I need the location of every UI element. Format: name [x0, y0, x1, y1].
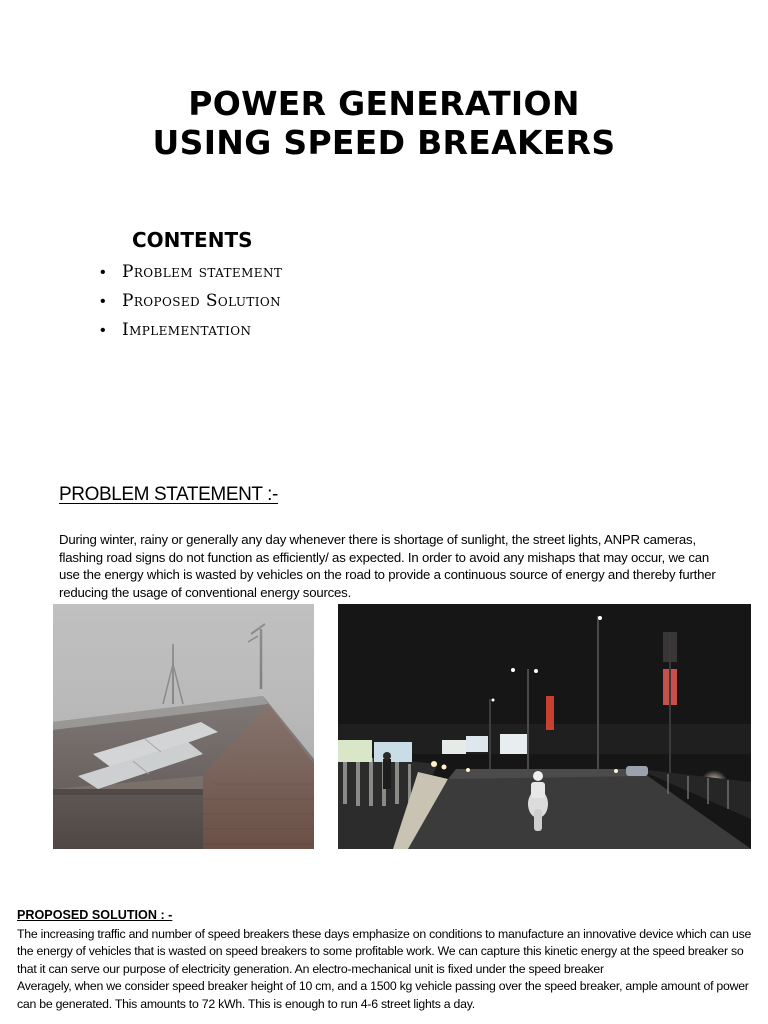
- bullet-icon: •: [100, 322, 107, 339]
- proposed-solution-heading: PROPOSED SOLUTION : -: [17, 908, 173, 922]
- foggy-building-image: [53, 604, 314, 849]
- contents-item-label: Proposed Solution: [122, 291, 282, 311]
- contents-heading: CONTENTS: [132, 228, 253, 252]
- problem-statement-heading: PROBLEM STATEMENT :-: [59, 484, 278, 505]
- proposed-solution-paragraph-1: The increasing traffic and number of speed breakers these days emphasize on conditions to manufacture an innovative device which can use the energy of vehicles that is wasted on speed breakers to some profitable work. We can capture this kinetic energy at the speed breaker so that it can serve our purpose of electricity generation. An electro-mechanical unit is fixed under the speed breaker: [17, 927, 752, 976]
- night-road-photo: [338, 604, 751, 849]
- contents-item: [100, 259, 282, 288]
- contents-item-label: Implementation: [122, 320, 252, 340]
- title-line-1: POWER GENERATION: [188, 84, 580, 123]
- problem-statement-body: During winter, rainy or generally any day whenever there is shortage of sunlight, the street lights, ANPR cameras, flashing road signs do not function as efficiently/ as expected. In order to avoid any mishaps that may occur, we can use the energy which is wasted by vehicles on the road to provide a continuous source of energy and thereby further reducing the usage of conventional energy sources.: [59, 532, 716, 600]
- contents-item: [100, 288, 282, 317]
- proposed-solution-paragraph-2: Averagely, when we consider speed breaker height of 10 cm, and a 1500 kg vehicle passing over the speed breaker, ample amount of power can be generated. This amounts to 72 kWh. This is enough to run 4-6 street lights a day.: [17, 979, 749, 1011]
- title-line-2: USING SPEED BREAKERS: [152, 123, 616, 162]
- contents-item-label: Problem statement: [122, 262, 283, 282]
- foggy-building-photo: [53, 604, 314, 849]
- night-road-image: [338, 604, 751, 849]
- proposed-solution-body: [17, 926, 755, 1013]
- contents-list: [100, 259, 282, 346]
- bullet-icon: •: [100, 293, 107, 310]
- bullet-icon: •: [100, 264, 107, 281]
- document-title: [0, 84, 768, 162]
- contents-item: [100, 317, 282, 346]
